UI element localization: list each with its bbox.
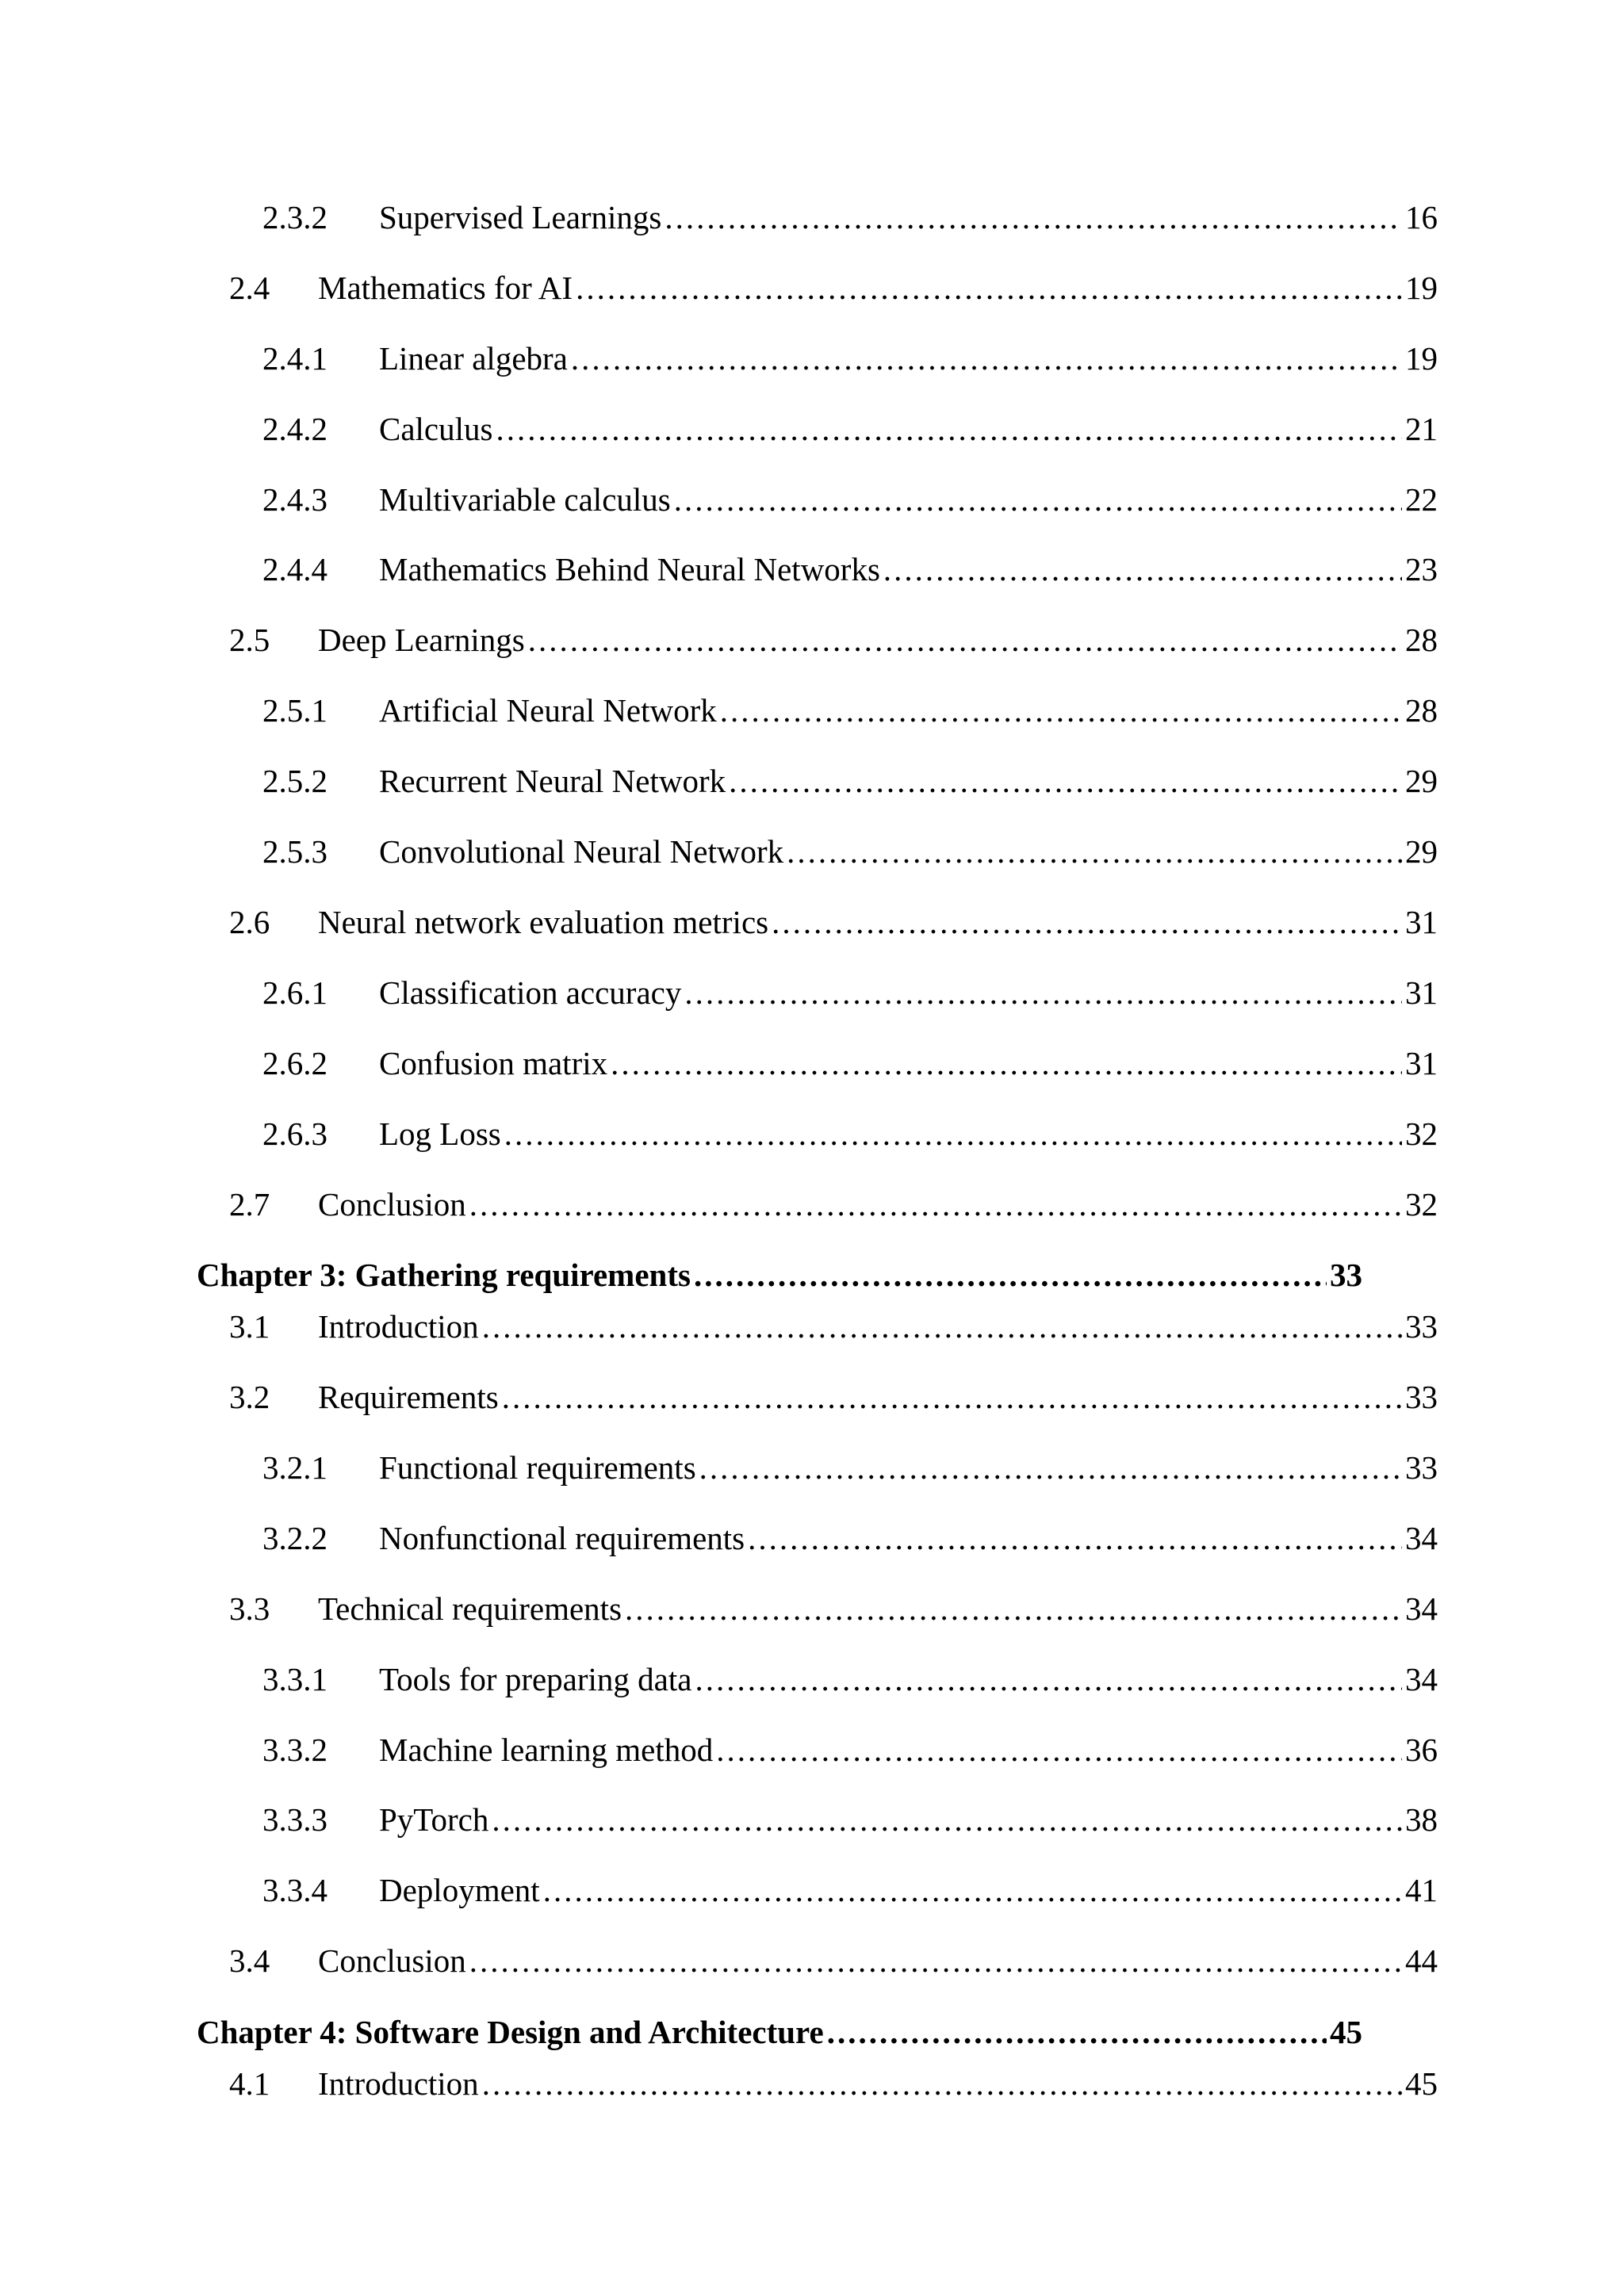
toc-entry[interactable] <box>229 2064 1438 2103</box>
dot-leader <box>543 1871 1402 1909</box>
toc-entry-page-number: 44 <box>1405 1942 1438 1979</box>
toc-entry-page-number: 19 <box>1405 340 1438 377</box>
dot-leader <box>504 1115 1402 1153</box>
toc-entry[interactable] <box>229 269 1438 307</box>
toc-entry-number: 2.5.1 <box>262 692 327 729</box>
toc-entry-page-number: 34 <box>1405 1661 1438 1697</box>
toc-entry[interactable] <box>229 1378 1438 1416</box>
toc-entry-number: 3.4 <box>229 1942 270 1979</box>
dot-leader <box>469 1942 1402 1980</box>
dot-leader <box>625 1590 1402 1628</box>
toc-entry-page-number: 32 <box>1405 1186 1438 1223</box>
toc-entry-page-number: 33 <box>1330 1257 1362 1293</box>
dot-leader <box>674 480 1402 519</box>
toc-entry[interactable] <box>229 1590 1438 1628</box>
toc-entry-title: Linear algebra <box>379 340 568 377</box>
toc-entry[interactable] <box>262 691 1438 729</box>
toc-entry[interactable] <box>262 974 1438 1012</box>
dot-leader <box>469 1185 1402 1223</box>
toc-entry-title: Nonfunctional requirements <box>379 1520 745 1556</box>
toc-entry-title: Mathematics Behind Neural Networks <box>379 551 880 587</box>
toc-entry-number: 3.1 <box>229 1308 270 1345</box>
toc-entry-number: 2.5.2 <box>262 763 327 799</box>
dot-leader <box>528 621 1402 659</box>
toc-entry-page-number: 28 <box>1405 622 1438 658</box>
toc-chapter-entry[interactable] <box>197 2013 1362 2051</box>
toc-entry-title: Confusion matrix <box>379 1045 608 1081</box>
toc-entry[interactable] <box>229 621 1438 659</box>
toc-entry[interactable] <box>262 762 1438 800</box>
toc-entry[interactable] <box>262 339 1438 377</box>
toc-entry-title: Tools for preparing data <box>379 1661 692 1697</box>
dot-leader <box>482 2064 1402 2103</box>
toc-entry-title: Conclusion <box>318 1186 466 1223</box>
toc-entry[interactable] <box>229 1942 1438 1980</box>
dot-leader <box>699 1448 1402 1487</box>
toc-entry-title: Chapter 4: Software Design and Architecture <box>197 2014 824 2050</box>
toc-entry[interactable] <box>262 410 1438 448</box>
toc-entry-title: Neural network evaluation metrics <box>318 904 769 940</box>
toc-entry[interactable] <box>262 1448 1438 1487</box>
toc-entry-number: 3.2.1 <box>262 1449 327 1486</box>
toc-entry-title: Recurrent Neural Network <box>379 763 726 799</box>
toc-entry-title: Introduction <box>318 1308 479 1345</box>
dot-leader <box>492 1800 1402 1839</box>
toc-entry-page-number: 31 <box>1405 904 1438 940</box>
dot-leader <box>720 691 1402 729</box>
dot-leader <box>482 1307 1402 1345</box>
toc-entry[interactable] <box>262 1519 1438 1557</box>
toc-entry-page-number: 22 <box>1405 481 1438 518</box>
toc-entry[interactable] <box>229 903 1438 941</box>
toc-entry-page-number: 34 <box>1405 1590 1438 1627</box>
toc-entry-title: Log Loss <box>379 1115 501 1152</box>
dot-leader <box>665 198 1402 236</box>
toc-entry-title: Convolutional Neural Network <box>379 833 784 870</box>
toc-entry-number: 2.3.2 <box>262 199 327 235</box>
toc-entry[interactable] <box>262 198 1438 236</box>
toc-entry[interactable] <box>229 1185 1438 1223</box>
toc-entry-title: Chapter 3: Gathering requirements <box>197 1257 691 1293</box>
toc-entry-page-number: 45 <box>1405 2065 1438 2102</box>
toc-entry[interactable] <box>262 1115 1438 1153</box>
toc-entry[interactable] <box>262 1800 1438 1839</box>
toc-entry-number: 3.3.1 <box>262 1661 327 1697</box>
toc-entry-title: Functional requirements <box>379 1449 696 1486</box>
toc-entry-number: 3.3 <box>229 1590 270 1627</box>
toc-entry-number: 2.6 <box>229 904 270 940</box>
toc-entry-page-number: 38 <box>1405 1801 1438 1838</box>
dot-leader <box>684 974 1402 1012</box>
toc-entry-title: Supervised Learnings <box>379 199 662 235</box>
toc-entry-page-number: 29 <box>1405 833 1438 870</box>
dot-leader <box>502 1378 1402 1416</box>
toc-entry-page-number: 29 <box>1405 763 1438 799</box>
toc-entry-page-number: 16 <box>1405 199 1438 235</box>
dot-leader <box>694 1256 1327 1294</box>
toc-entry-number: 3.2 <box>229 1379 270 1415</box>
toc-entry[interactable] <box>262 1731 1438 1769</box>
dot-leader <box>695 1660 1402 1698</box>
toc-entry-page-number: 28 <box>1405 692 1438 729</box>
toc-entry-page-number: 31 <box>1405 1045 1438 1081</box>
toc-entry[interactable] <box>262 832 1438 871</box>
toc-entry-title: PyTorch <box>379 1801 489 1838</box>
dot-leader <box>729 762 1402 800</box>
toc-entry-title: Deep Learnings <box>318 622 525 658</box>
toc-entry-page-number: 19 <box>1405 270 1438 306</box>
toc-entry[interactable] <box>262 480 1438 519</box>
dot-leader <box>787 832 1402 871</box>
toc-chapter-entry[interactable] <box>197 1256 1362 1294</box>
toc-entry[interactable] <box>262 550 1438 588</box>
toc-entry-number: 2.4 <box>229 270 270 306</box>
toc-entry-title: Classification accuracy <box>379 974 682 1011</box>
toc-entry-title: Calculus <box>379 411 493 447</box>
toc-entry-title: Mathematics for AI <box>318 270 573 306</box>
toc-entry-title: Deployment <box>379 1872 540 1908</box>
toc-entry-number: 3.3.2 <box>262 1732 327 1768</box>
toc-entry-number: 4.1 <box>229 2065 270 2102</box>
toc-entry-page-number: 33 <box>1405 1449 1438 1486</box>
toc-entry-page-number: 31 <box>1405 974 1438 1011</box>
toc-entry-number: 2.6.2 <box>262 1045 327 1081</box>
toc-entry[interactable] <box>262 1871 1438 1909</box>
toc-entry-number: 2.6.3 <box>262 1115 327 1152</box>
dot-leader <box>827 2013 1327 2051</box>
toc-entry-number: 2.7 <box>229 1186 270 1223</box>
toc-entry-page-number: 36 <box>1405 1732 1438 1768</box>
toc-entry-number: 3.2.2 <box>262 1520 327 1556</box>
toc-entry-title: Conclusion <box>318 1942 466 1979</box>
toc-entry[interactable] <box>262 1044 1438 1082</box>
toc-entry-title: Machine learning method <box>379 1732 714 1768</box>
toc-entry[interactable] <box>262 1660 1438 1698</box>
dot-leader <box>496 410 1402 448</box>
dot-leader <box>611 1044 1402 1082</box>
toc-entry-number: 2.4.3 <box>262 481 327 518</box>
toc-entry-page-number: 21 <box>1405 411 1438 447</box>
dot-leader <box>576 269 1402 307</box>
toc-entry-title: Introduction <box>318 2065 479 2102</box>
toc-entry-page-number: 45 <box>1330 2014 1362 2050</box>
toc-entry-title: Multivariable calculus <box>379 481 671 518</box>
toc-entry-number: 2.4.2 <box>262 411 327 447</box>
toc-entry-number: 2.6.1 <box>262 974 327 1011</box>
toc-entry-title: Artificial Neural Network <box>379 692 717 729</box>
toc-entry-number: 2.4.4 <box>262 551 327 587</box>
toc-entry-page-number: 33 <box>1405 1379 1438 1415</box>
toc-entry-title: Requirements <box>318 1379 499 1415</box>
toc-entry-number: 3.3.4 <box>262 1872 327 1908</box>
toc-entry-number: 2.5 <box>229 622 270 658</box>
dot-leader <box>748 1519 1402 1557</box>
toc-entry-page-number: 33 <box>1405 1308 1438 1345</box>
toc-entry-number: 2.5.3 <box>262 833 327 870</box>
dot-leader <box>772 903 1402 941</box>
toc-entry-page-number: 32 <box>1405 1115 1438 1152</box>
toc-entry-page-number: 34 <box>1405 1520 1438 1556</box>
toc-entry[interactable] <box>229 1307 1438 1345</box>
dot-leader <box>716 1731 1402 1769</box>
toc-entry-number: 2.4.1 <box>262 340 327 377</box>
toc-entry-page-number: 23 <box>1405 551 1438 587</box>
dot-leader <box>571 339 1402 377</box>
toc-entry-number: 3.3.3 <box>262 1801 327 1838</box>
dot-leader <box>883 550 1402 588</box>
toc-entry-title: Technical requirements <box>318 1590 622 1627</box>
toc-entry-page-number: 41 <box>1405 1872 1438 1908</box>
